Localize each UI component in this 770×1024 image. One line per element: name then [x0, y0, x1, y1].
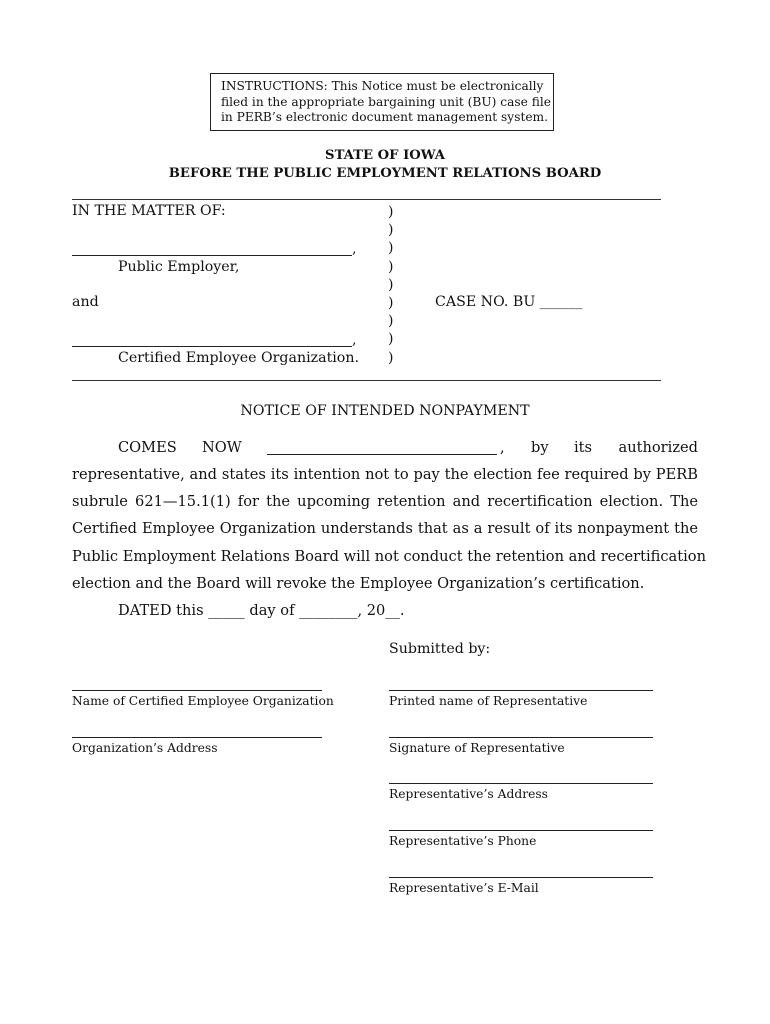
caption-comma: ,	[352, 241, 357, 257]
organization-blank	[267, 442, 497, 455]
rep-phone-line	[389, 830, 653, 831]
instructions-line: in PERB’s electronic document management system.	[221, 110, 548, 124]
paren: )	[388, 349, 394, 366]
printed-name-label: Printed name of Representative	[389, 694, 588, 708]
comes-now-line	[72, 434, 698, 461]
paren: )	[388, 295, 394, 312]
now-word: NOW	[202, 439, 242, 456]
board-title: BEFORE THE PUBLIC EMPLOYMENT RELATIONS BOARD	[168, 166, 602, 181]
and-label: and	[72, 294, 99, 310]
org-address-label: Organization’s Address	[72, 741, 218, 755]
rep-address-line	[389, 783, 653, 784]
its-word: its	[574, 439, 593, 456]
employee-org-blank	[72, 346, 352, 347]
caption-top-rule	[72, 199, 661, 200]
caption-bottom-rule	[72, 380, 661, 381]
org-address-line	[72, 737, 322, 738]
rep-address-label: Representative’s Address	[389, 787, 548, 801]
instructions-line: INSTRUCTIONS: This Notice must be electronically	[221, 79, 544, 93]
notice-line: Public Employment Relations Board will not conduct the retention and recertification	[72, 547, 706, 565]
case-number: CASE NO. BU ______	[435, 294, 583, 310]
instructions-box	[210, 73, 554, 131]
instructions-line: filed in the appropriate bargaining unit (BU) case file	[221, 94, 551, 109]
matter-label: IN THE MATTER OF:	[72, 203, 226, 219]
signature-label: Signature of Representative	[389, 741, 565, 755]
state-title: STATE OF IOWA	[325, 148, 445, 163]
public-employer-label: Public Employer,	[118, 259, 240, 275]
caption-parentheses	[388, 203, 393, 367]
notice-line: subrule 621—15.1(1) for the upcoming retention and recertification election. The	[72, 493, 698, 511]
rep-phone-label: Representative’s Phone	[389, 834, 537, 848]
employee-org-label: Certified Employee Organization.	[118, 350, 360, 366]
notice-title: NOTICE OF INTENDED NONPAYMENT	[240, 403, 530, 419]
caption-comma: ,	[352, 332, 357, 348]
org-name-line	[72, 690, 322, 691]
notice-line: election and the Board will revoke the Employee Organization’s certification.	[72, 574, 645, 592]
public-employer-blank	[72, 255, 352, 256]
by-word: by	[531, 439, 549, 456]
printed-name-line	[389, 690, 653, 691]
submitted-by: Submitted by:	[389, 641, 491, 657]
org-name-label: Name of Certified Employee Organization	[72, 694, 334, 708]
dated-line: DATED this _____ day of ________, 20__.	[118, 602, 405, 620]
paren: )	[388, 331, 394, 348]
paren: )	[388, 258, 394, 275]
paren: )	[388, 240, 394, 257]
notice-line: representative, and states its intention not to pay the election fee required by PERB	[72, 466, 698, 483]
notice-line: Certified Employee Organization understands that as a result of its nonpayment the	[72, 520, 698, 538]
rep-email-label: Representative’s E-Mail	[389, 881, 539, 895]
paren: )	[388, 276, 394, 293]
authorized-word: authorized	[618, 439, 698, 456]
notice-body	[72, 434, 706, 624]
rep-email-line	[389, 877, 653, 878]
comes-word: COMES	[118, 439, 177, 456]
signature-line	[389, 737, 653, 738]
blank-comma: ,	[500, 439, 505, 456]
paren: )	[388, 204, 394, 220]
paren: )	[388, 222, 394, 239]
paren: )	[388, 313, 394, 330]
